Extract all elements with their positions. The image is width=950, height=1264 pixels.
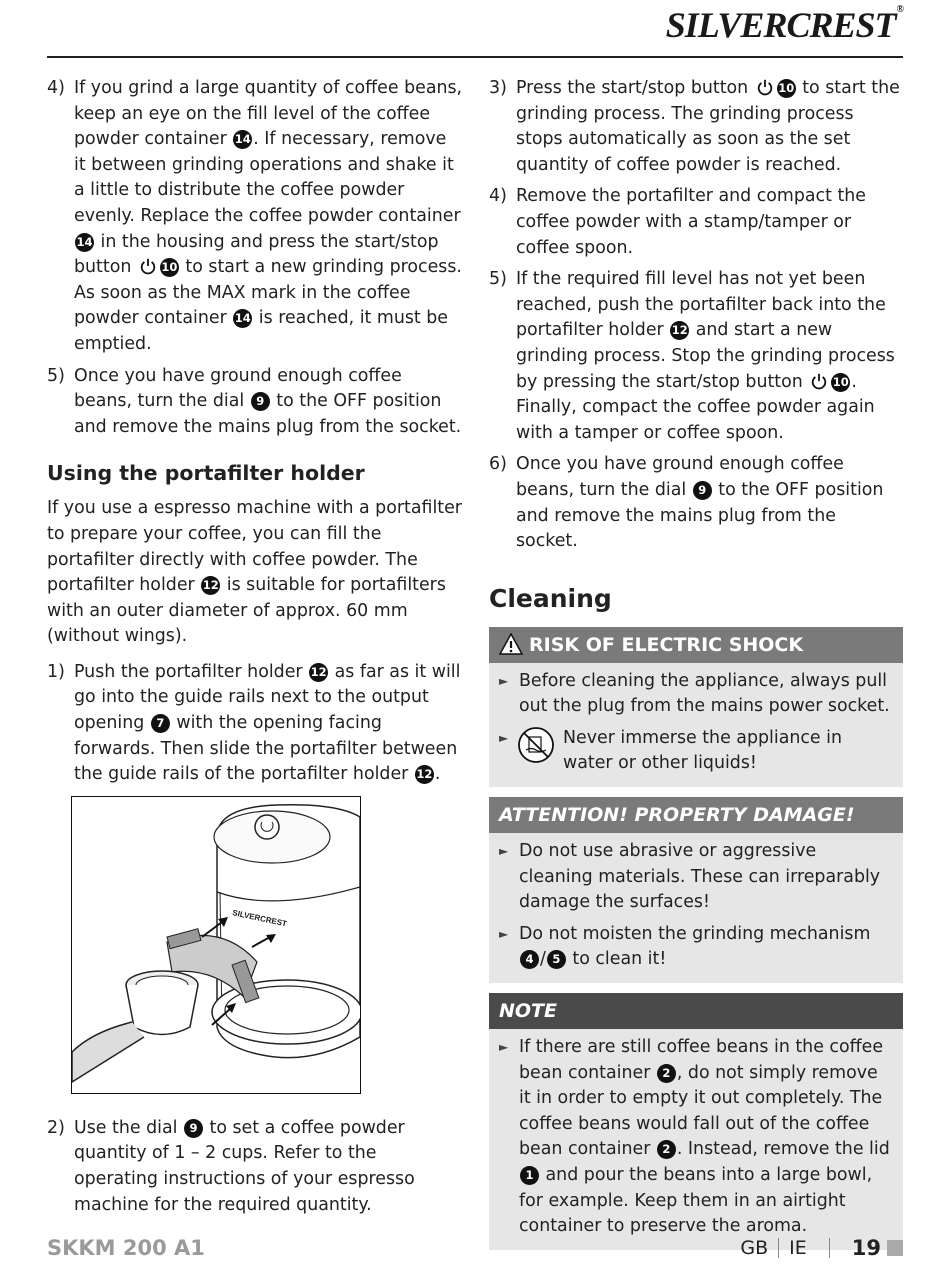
right-column <box>489 76 903 1260</box>
ref-badge-9: 9 <box>693 481 712 500</box>
model-number: SKKM 200 A1 <box>47 1236 205 1260</box>
step-2-left: 2) Use the dial 9 to set a coffee powder quantity of 1 – 2 cups. Refer to the operating instructions of your espresso machine for the required quantity. <box>47 1117 415 1215</box>
ref-badge-14: 14 <box>233 130 252 149</box>
ref-badge-14: 14 <box>233 309 252 328</box>
ref-badge-14: 14 <box>75 233 94 252</box>
ref-badge-12: 12 <box>309 663 328 682</box>
step-4-left: 4) If you grind a large quantity of coffee beans, keep an eye on the fill level of the coffee powder container 14 . If necessary, remove it between grinding operations and shake it a little to distribute the coffee powder evenly. Replace the coffee powder container 14 in the housing and press the start/stop button 10 to start a new grinding process. As soon as the MAX mark in the coffee powder container 14 is reached, it must be emptied. <box>47 78 463 354</box>
left-column <box>47 76 463 1224</box>
ref-badge-12: 12 <box>670 321 689 340</box>
step-5-right: 5) If the required fill level has not yet been reached, push the portafilter back into the portafilter holder 12 and start a new grinding process. Stop the grinding process by pressing the start/stop button 10 . Finally, compact the coffee powder again with a tamper or coffee spoon. <box>489 269 895 443</box>
ref-badge-9: 9 <box>251 392 270 411</box>
language-ie: IE <box>789 1237 807 1259</box>
ref-badge-1: 1 <box>520 1166 539 1185</box>
ref-badge-2: 2 <box>657 1140 676 1159</box>
bullet-item: ► Before cleaning the appliance, always pull out the plug from the mains power socket. <box>499 670 890 717</box>
bullet-item: ► If there are still coffee beans in the coffee bean container 2 , do not simply remove it in order to empty it out completely. The coffee beans would fall out of the coffee bean container 2 . Instead, remove the lid 1 and pour the beans into a large bowl, for example. Keep them in an airtight container to preserve the aroma. <box>499 1037 890 1237</box>
warning-triangle-icon <box>499 633 523 655</box>
electric-shock-warning <box>489 627 903 787</box>
step-4-right: 4) Remove the portafilter and compact the coffee powder with a stamp/tamper or coffee spoon. <box>489 186 866 258</box>
ref-badge-2: 2 <box>657 1064 676 1083</box>
ref-badge-7: 7 <box>151 714 170 733</box>
section-heading-cleaning: Cleaning <box>489 583 612 613</box>
ref-badge-9: 9 <box>184 1119 203 1138</box>
header-rule <box>47 56 903 58</box>
ref-badge-4: 4 <box>520 950 539 969</box>
note-box <box>489 993 903 1250</box>
language-gb: GB <box>740 1237 769 1259</box>
power-icon <box>810 372 828 390</box>
svg-text:SILVERCREST: SILVERCREST <box>231 907 288 929</box>
power-icon <box>139 257 157 275</box>
step-6-right: 6) Once you have ground enough coffee beans, turn the dial 9 to the OFF position and remove the mains plug from the socket. <box>489 454 884 552</box>
bullet-item: ► Do not moisten the grinding mechanism 4 / 5 to clean it! <box>499 923 871 970</box>
note-header: NOTE <box>489 993 903 1029</box>
divider <box>829 1238 830 1258</box>
step-1-left: 1) Push the portafilter holder 12 as far as it will go into the guide rails next to the output opening 7 with the opening facing forwards. Then slide the portafilter between the guide rails of the portafilter holder 12 . <box>47 661 461 785</box>
intro-paragraph: If you use a espresso machine with a portafilter to prepare your coffee, you can fill the portafilter directly with coffee powder. The portafilter holder 12 is suitable for portafilters with an outer diameter of approx. 60 mm (without wings). <box>47 498 462 647</box>
ref-badge-10: 10 <box>160 258 179 277</box>
ref-badge-10: 10 <box>777 79 796 98</box>
page-marker-square <box>887 1240 903 1256</box>
warning-header: ATTENTION! PROPERTY DAMAGE! <box>489 797 903 833</box>
warning-header: RISK OF ELECTRIC SHOCK <box>489 627 903 663</box>
ref-badge-12: 12 <box>415 765 434 784</box>
property-damage-warning <box>489 797 903 983</box>
no-immersion-icon <box>517 726 555 764</box>
ref-badge-10: 10 <box>831 373 850 392</box>
brand-logo: SILVERCREST® <box>665 4 903 45</box>
arrow-bullet-icon: ► <box>499 730 509 745</box>
page-number: 19 <box>851 1236 881 1260</box>
step-5-left: 5) Once you have ground enough coffee beans, turn the dial 9 to the OFF position and remove the mains plug from the socket. <box>47 365 462 437</box>
ref-badge-5: 5 <box>547 950 566 969</box>
divider <box>778 1238 779 1258</box>
arrow-bullet-icon: ► <box>499 926 509 941</box>
bullet-item: ► Never immerse the appliance in water or other liquids! <box>499 727 843 774</box>
arrow-bullet-icon: ► <box>499 673 509 688</box>
power-icon <box>756 78 774 96</box>
portafilter-illustration <box>71 796 361 1094</box>
arrow-bullet-icon: ► <box>499 844 509 859</box>
arrow-bullet-icon: ► <box>499 1040 509 1055</box>
bullet-item: ► Do not use abrasive or aggressive cleaning materials. These can irreparably damage the surfaces! <box>499 841 881 913</box>
ref-badge-12: 12 <box>201 576 220 595</box>
section-heading-portafilter: Using the portafilter holder <box>47 461 365 486</box>
page-footer <box>740 1236 903 1260</box>
grinder-drawing <box>72 797 360 1093</box>
step-3-right: 3) Press the start/stop button 10 to start the grinding process. The grinding process stops automatically as soon as the set quantity of coffee powder is reached. <box>489 78 900 175</box>
